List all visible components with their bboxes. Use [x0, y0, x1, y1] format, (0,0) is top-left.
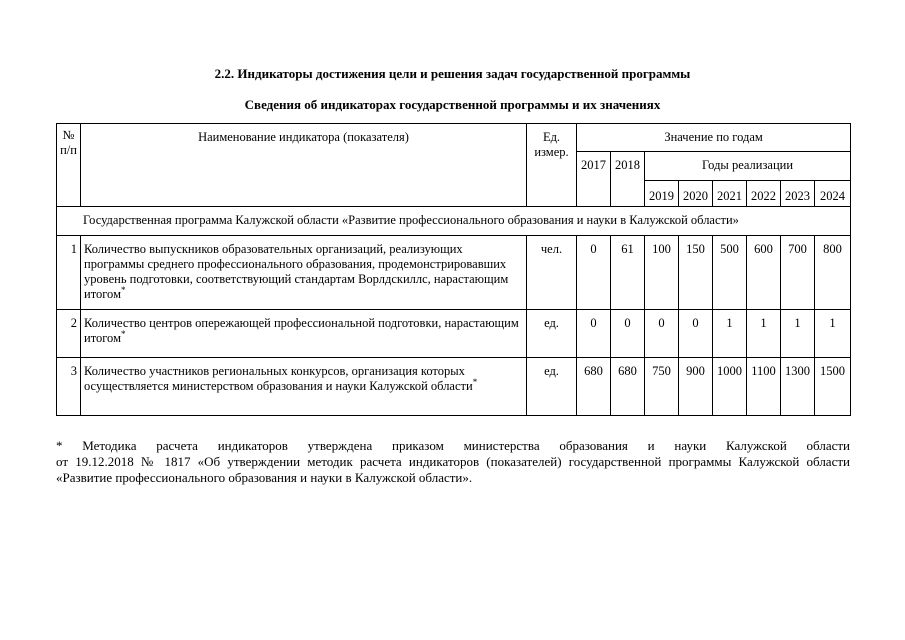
indicators-table	[56, 123, 851, 416]
row-value: 0	[679, 310, 713, 358]
row-value: 500	[713, 236, 747, 310]
row-value: 1	[815, 310, 851, 358]
row-name-cell	[81, 310, 527, 358]
row-value: 0	[645, 310, 679, 358]
row-value: 1	[713, 310, 747, 358]
page-subtitle: Сведения об индикаторах государственной программы и их значениях	[244, 97, 661, 112]
year-2021: 2021	[713, 181, 747, 207]
year-2022: 2022	[747, 181, 781, 207]
table-row	[57, 236, 851, 310]
row-num: 3	[57, 358, 81, 416]
row-value: 0	[611, 310, 645, 358]
row-value: 680	[577, 358, 611, 416]
footnote	[56, 438, 850, 486]
row-num: 2	[57, 310, 81, 358]
row-value: 1	[747, 310, 781, 358]
year-2017: 2017	[577, 152, 611, 207]
row-unit: чел.	[527, 236, 577, 310]
row-value: 61	[611, 236, 645, 310]
row-value: 0	[577, 236, 611, 310]
row-value: 1300	[781, 358, 815, 416]
row-name-cell	[81, 358, 527, 416]
row-value: 680	[611, 358, 645, 416]
header-name: Наименование индикатора (показателя)	[81, 124, 527, 207]
row-unit: ед.	[527, 358, 577, 416]
row-value: 100	[645, 236, 679, 310]
section-title: Государственная программа Калужской области «Развитие профессионального образования и науки в Калужской области»	[57, 207, 851, 236]
row-value: 1100	[747, 358, 781, 416]
footnote-line-1: * Методика расчета индикаторов утверждена приказом министерства образования и науки Калужской области	[56, 438, 850, 453]
year-2023: 2023	[781, 181, 815, 207]
footnote-text: от 19.12.2018 № 1817 «Об утверждении методик расчета индикаторов (показателей) государственной программы Калужской области «Развитие профессионального образования и науки в Калужской области».	[56, 454, 850, 485]
row-value: 750	[645, 358, 679, 416]
table-row	[57, 310, 851, 358]
section-row	[57, 207, 851, 236]
footnote-mark: *	[120, 328, 126, 339]
header-unit: Ед. измер.	[527, 124, 577, 207]
row-value: 1	[781, 310, 815, 358]
row-value: 700	[781, 236, 815, 310]
row-value: 600	[747, 236, 781, 310]
year-2024: 2024	[815, 181, 851, 207]
year-2018: 2018	[611, 152, 645, 207]
year-2019: 2019	[645, 181, 679, 207]
header-row-1	[57, 124, 851, 152]
row-value: 800	[815, 236, 851, 310]
row-value: 1000	[713, 358, 747, 416]
year-2020: 2020	[679, 181, 713, 207]
row-name: Количество выпускников образовательных организаций, реализующих программы среднего профессионального образования, продемонстрировавших уровень подготовки, соответствующий стандартам Ворлдскиллс, нарастающим итогом	[84, 242, 509, 301]
row-value: 150	[679, 236, 713, 310]
header-impl-years: Годы реализации	[645, 152, 851, 181]
row-num: 1	[57, 236, 81, 310]
footnote-mark: *	[472, 376, 478, 387]
row-name: Количество участников региональных конкурсов, организация которых осуществляется министерством образования и науки Калужской области	[84, 364, 473, 393]
row-unit: ед.	[527, 310, 577, 358]
footnote-mark: *	[120, 284, 126, 295]
row-value: 900	[679, 358, 713, 416]
header-values: Значение по годам	[577, 124, 851, 152]
page-title: 2.2. Индикаторы достижения цели и решения задач государственной программы	[214, 66, 691, 81]
row-value: 1500	[815, 358, 851, 416]
row-name-cell	[81, 236, 527, 310]
table-row	[57, 358, 851, 416]
header-num: № п/п	[57, 124, 81, 207]
row-name: Количество центров опережающей профессиональной подготовки, нарастающим итогом	[84, 316, 519, 345]
row-value: 0	[577, 310, 611, 358]
